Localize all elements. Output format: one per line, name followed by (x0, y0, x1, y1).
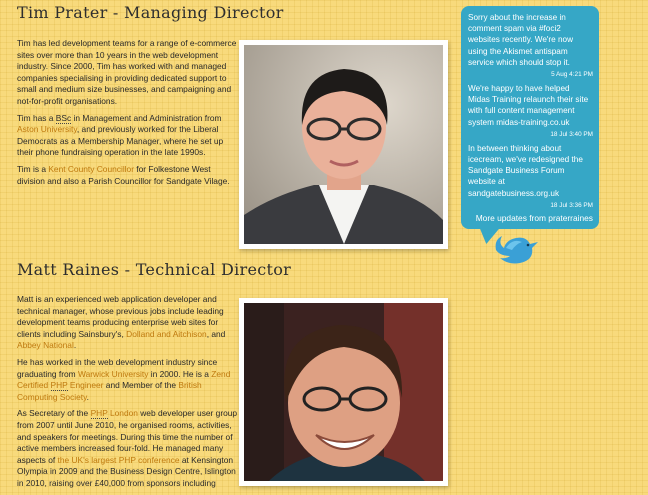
tim-bio-paragraph: Tim has led development teams for a range of e-commerce sites over more than 10 years in the web development industry. Since 2000, Tim has worked with and managed companies specialising in providing dedicated support to small and medium size businesses, and campaigning and not-for-profit organisations. (17, 38, 237, 106)
matt-bio-paragraph: As Secretary of the PHP London web developer user group from 2007 until June 2010, he organised rooms, activities, and speakers for meetings. During this time the number of active members increased four-fold. He managed many aspects of the UK's largest PHP conference at Kensington Olympia in 2009 and the Business Design Centre, Islington in 2010, raising over £40,000 from sponsors including (17, 408, 238, 488)
british-computing-society-link[interactable]: British Computing Society (17, 380, 202, 402)
matt-photo (239, 298, 448, 486)
dolland-aitchison-link[interactable]: Dolland and Aitchison (126, 328, 207, 339)
matt-bio-paragraph: Matt is an experienced web application developer and technical manager, whose previous jobs include leading development teams producing enterprise web sites for clients including Sainsbury's, Dolland and Aitchison, and Abbey National. (17, 294, 226, 351)
tweet-time[interactable]: 18 Jul 3:36 PM (550, 201, 593, 209)
php-conference-link[interactable]: the UK's largest PHP conference (57, 454, 180, 465)
tim-heading: Tim Prater - Managing Director (17, 3, 284, 22)
matt-bio-paragraph: He has worked in the web development industry since graduating from Warwick University in 2000. He is a Zend Certified PHP Engineer and Member of the British Computing Society. (17, 356, 231, 402)
more-updates-link[interactable]: More updates from praterraines (475, 213, 593, 223)
zend-certified-link[interactable]: Zend Certified PHP Engineer (17, 368, 231, 391)
aston-university-link[interactable]: Aston University (17, 124, 77, 135)
tim-bio (17, 38, 239, 192)
tweet-text: We're happy to have helped Midas Training relaunch their site with full content management system midas-training.co.uk (468, 84, 589, 127)
tweet (468, 12, 593, 78)
tweet (468, 83, 593, 138)
tweet-time[interactable]: 5 Aug 4:21 PM (551, 71, 593, 79)
php-abbr: PHP (50, 380, 68, 391)
twitter-bird-icon (486, 230, 542, 266)
tim-bio-paragraph: Tim is a Kent County Councillor for Folkestone West division and also a Parish Councillor for Sandgate Vilage. (17, 163, 230, 186)
tweet (468, 143, 593, 209)
php-abbr: PHP (90, 408, 108, 419)
tim-photo (239, 40, 448, 249)
twitter-feed (461, 6, 599, 229)
tweet-text: Sorry about the increase in comment spam via #foci2 websites recently. We're now using the Akismet antispam service which should stop it. (468, 13, 574, 67)
tweet-time[interactable]: 18 Jul 3:40 PM (550, 130, 593, 138)
matt-bio (17, 294, 239, 495)
tim-portrait-image (244, 45, 443, 244)
matt-heading: Matt Raines - Technical Director (17, 260, 292, 279)
warwick-university-link[interactable]: Warwick University (78, 368, 149, 379)
kent-county-councillor-link[interactable]: Kent County Councillor (48, 163, 134, 174)
php-london-link[interactable]: PHP London (90, 408, 138, 419)
matt-portrait-image (244, 303, 443, 481)
bsc-abbr: BSc (55, 112, 72, 123)
tweet-text: In between thinking about icecream, we've redesigned the Sandgate Business Forum website at sandgatebusiness.org.uk (468, 143, 583, 198)
abbey-national-link[interactable]: Abbey National (17, 340, 74, 351)
tim-bio-paragraph: Tim has a BSc in Management and Administration from Aston University, and previously worked for the Liberal Democrats as a Membership Manager, where he set up their phone fundraising operation in the late 1990s. (17, 112, 224, 158)
